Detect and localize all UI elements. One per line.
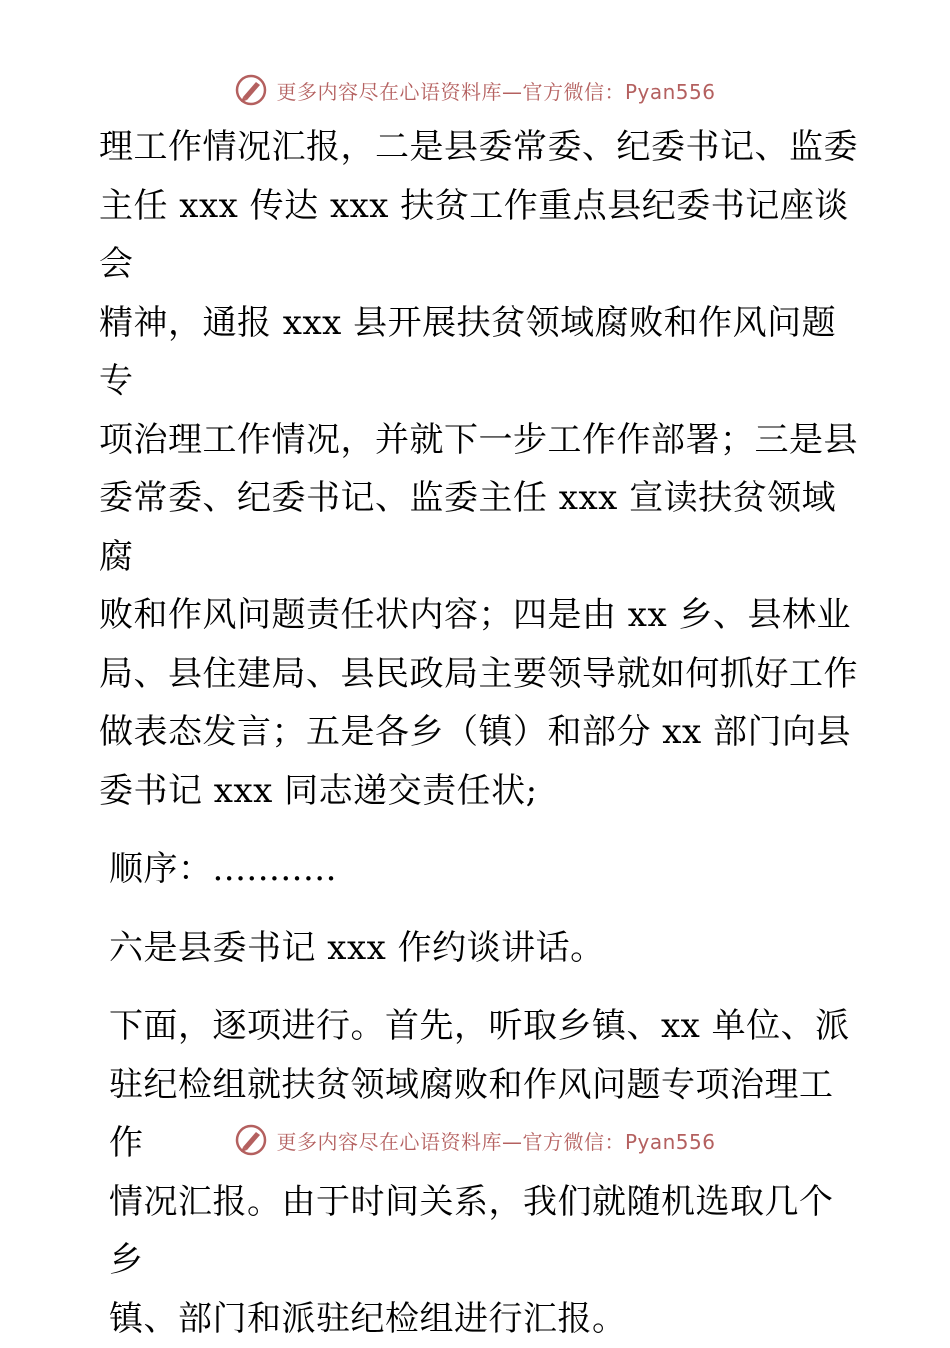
text-line: 驻纪检组就扶贫领域腐败和作风问题专项治理工作 [109, 1064, 834, 1163]
watermark-text: 更多内容尽在心语资料库—官方微信：Pyan556 [276, 1129, 716, 1154]
paragraph-4 [99, 997, 859, 1348]
text-line: 做表态发言；五是各乡（镇）和部分 xx 部门向县 [99, 712, 851, 752]
paragraph-2 [99, 840, 859, 899]
text-line: 镇、部门和派驻纪检组进行汇报。 [109, 1298, 627, 1339]
paragraph-1 [99, 118, 859, 820]
text-line: 下面，逐项进行。首先，听取乡镇、xx 单位、派 [109, 1006, 850, 1046]
document-body [99, 118, 859, 1348]
pen-logo-icon [234, 1123, 268, 1157]
text-line: 局、县住建局、县民政局主要领导就如何抓好工作 [99, 653, 858, 694]
text-line: 败和作风问题责任状内容；四是由 xx 乡、县林业 [99, 595, 851, 635]
text-line: 理工作情况汇报，二是县委常委、纪委书记、监委 [99, 127, 858, 167]
text-line: 项治理工作情况，并就下一步工作作部署；三是县 [99, 419, 858, 460]
text-line: 顺序：........... [109, 849, 337, 889]
text-line: 情况汇报。由于时间关系，我们就随机选取几个乡 [109, 1181, 834, 1280]
watermark-footer [0, 1120, 950, 1160]
paragraph-3 [99, 919, 859, 978]
text-line: 委常委、纪委书记、监委主任 xxx 宣读扶贫领域腐 [99, 478, 837, 577]
pen-logo-icon [234, 73, 268, 107]
text-line: 委书记 xxx 同志递交责任状; [99, 770, 538, 811]
text-line: 主任 xxx 传达 xxx 扶贫工作重点县纪委书记座谈会 [99, 185, 849, 284]
text-line: 六是县委书记 xxx 作约谈讲话。 [109, 927, 605, 968]
watermark-header [0, 70, 950, 110]
text-line: 精神，通报 xxx 县开展扶贫领域腐败和作风问题专 [99, 302, 837, 401]
watermark-text: 更多内容尽在心语资料库—官方微信：Pyan556 [276, 79, 716, 104]
